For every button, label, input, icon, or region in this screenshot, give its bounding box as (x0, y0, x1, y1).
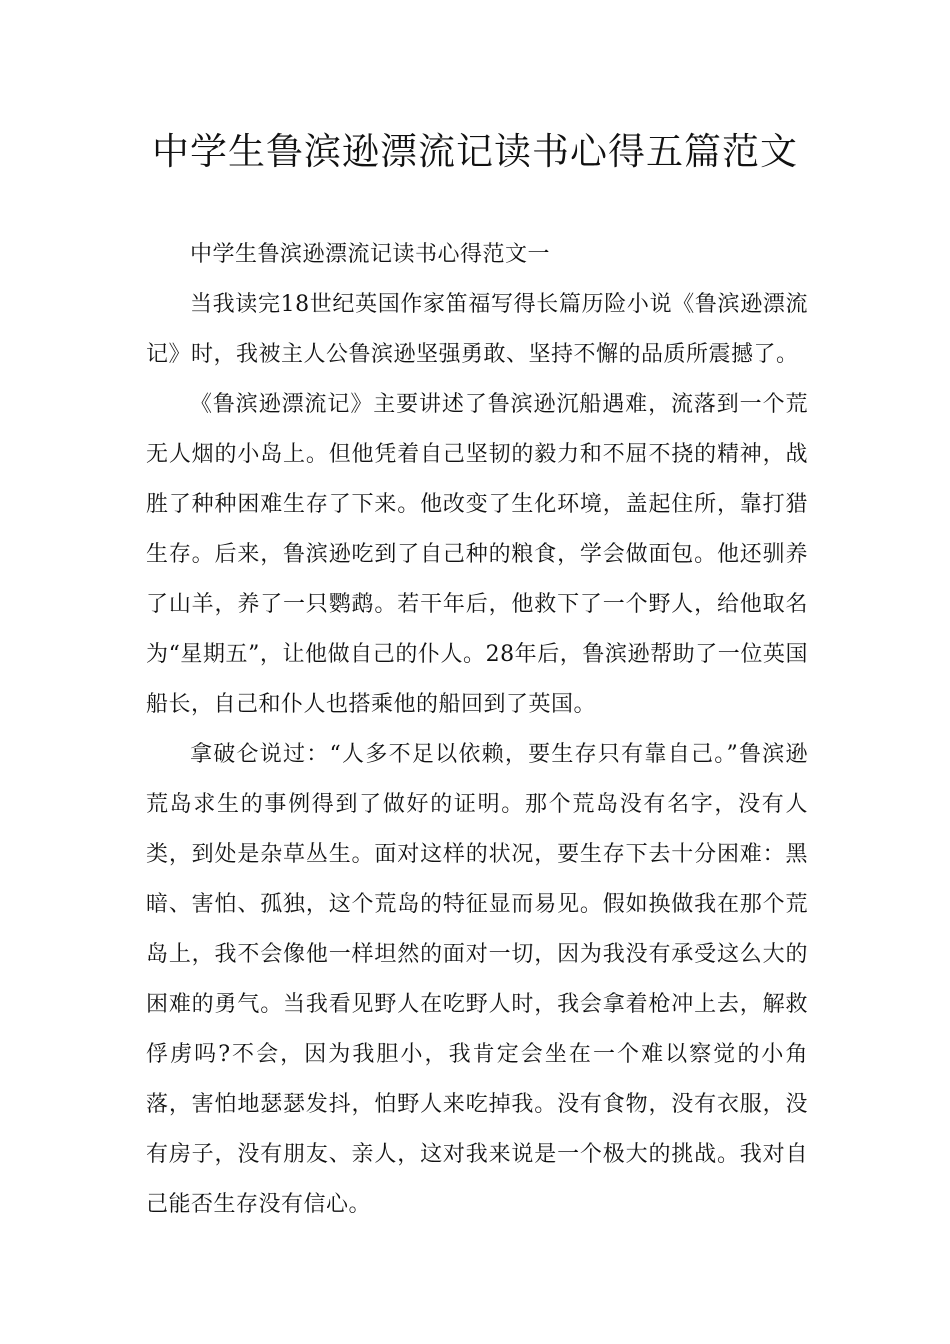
paragraph-1: 当我读完18世纪英国作家笛福写得长篇历险小说《鲁滨逊漂流记》时，我被主人公鲁滨逊坚强勇敢、坚持不懈的品质所震撼了。 (146, 292, 808, 367)
section-heading: 中学生鲁滨逊漂流记读书心得范文一 (190, 242, 551, 267)
document-title: 中学生鲁滨逊漂流记读书心得五篇范文 (152, 130, 798, 173)
paragraph-2: 《鲁滨逊漂流记》主要讲述了鲁滨逊沉船遇难，流落到一个荒无人烟的小岛上。但他凭着自己坚韧的毅力和不屈不挠的精神，战胜了种种困难生存了下来。他改变了生化环境，盖起住所，靠打猎生存。后来，鲁滨逊吃到了自己种的粮食，学会做面包。他还驯养了山羊，养了一只鹦鹉。若干年后，他救下了一个野人，给他取名为“星期五”，让他做自己的仆人。28年后，鲁滨逊帮助了一位英国船长，自己和仆人也搭乘他的船回到了英国。 (146, 392, 808, 717)
document-body (146, 230, 808, 1230)
paragraph-3: 拿破仑说过：“人多不足以依赖，要生存只有靠自己。”鲁滨逊荒岛求生的事例得到了做好的证明。那个荒岛没有名字，没有人类，到处是杂草丛生。面对这样的状况，要生存下去十分困难：黑暗、害怕、孤独，这个荒岛的特征显而易见。假如换做我在那个荒岛上，我不会像他一样坦然的面对一切，因为我没有承受这么大的困难的勇气。当我看见野人在吃野人时，我会拿着枪冲上去，解救俘虏吗?不会，因为我胆小，我肯定会坐在一个难以察觉的小角落，害怕地瑟瑟发抖，怕野人来吃掉我。没有食物，没有衣服，没有房子，没有朋友、亲人，这对我来说是一个极大的挑战。我对自己能否生存没有信心。 (146, 742, 808, 1217)
